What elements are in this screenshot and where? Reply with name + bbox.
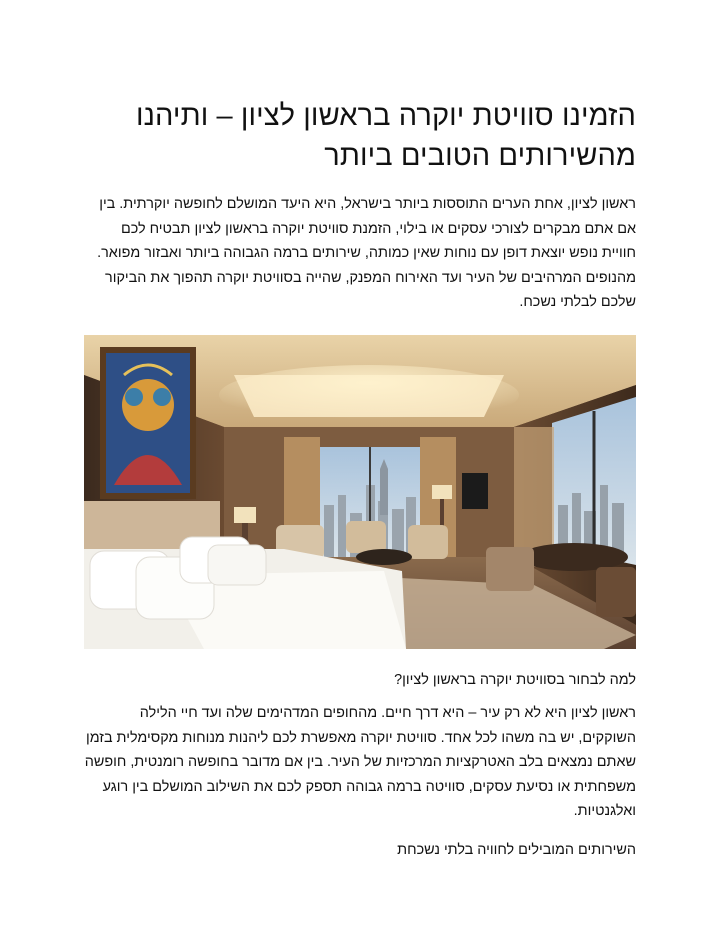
hotel-suite-photo bbox=[84, 335, 636, 649]
article bbox=[84, 96, 636, 862]
section-subheading: השירותים המובילים לחוויה בלתי נשכחת bbox=[397, 841, 636, 858]
intro-paragraph: ראשון לציון, אחת הערים התוססות ביותר בישראל, היא היעד המושלם לחופשה יוקרתית. בין אם אתם מבקרים לצורכי עסקים או בילוי, הזמנת סוויטת יוקרה בראשון לציון תבטיח לכם חוויית נופש יוצאת דופן עם נוחות שאין כמותה, שירותים ברמה הגבוהה ביותר ואבזור מפואר. מהנופים המרהיבים של העיר ועד האירוח המפנק, שהייה בסוויטת יוקרה תהפוך את הביקור שלכם לבלתי נשכח. bbox=[97, 196, 636, 310]
page-title: הזמינו סוויטת יוקרה בראשון לציון – ותיהנו מהשירותים הטובים ביותר bbox=[136, 100, 636, 172]
section-paragraph: ראשון לציון היא לא רק עיר – היא דרך חיים. מהחופים המדהימים שלה ועד חיי הלילה השוקקים, יש בה משהו לכל אחד. סוויטת יוקרה מאפשרת לכם ליהנות מנוחות מקסימלית בזמן שאתם נמצאים בלב האטרקציות המרכזיות של העיר. בין אם מדובר בחופשה רומנטית, חופשה משפחתית או נסיעת עסקים, סוויטה ברמה גבוהה תספק לכם את השילוב המושלם בין רוגע ואלגנטיות. bbox=[84, 705, 636, 819]
section-question: למה לבחור בסוויטת יוקרה בראשון לציון? bbox=[394, 671, 636, 688]
